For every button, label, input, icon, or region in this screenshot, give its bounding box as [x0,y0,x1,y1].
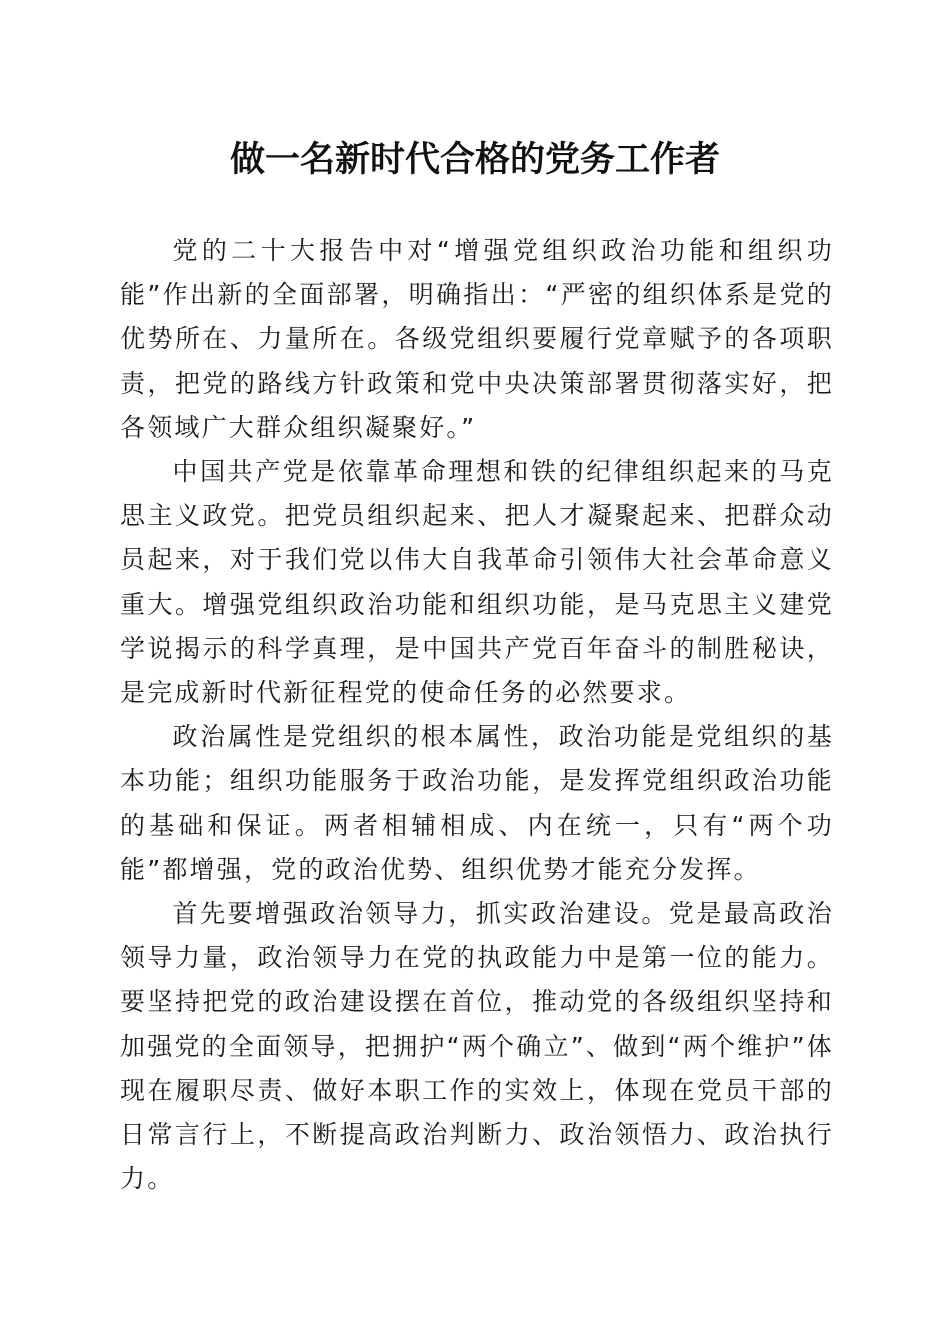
paragraph: 政治属性是党组织的根本属性，政治功能是党组织的基本功能；组织功能服务于政治功能，是发挥党组织政治功能的基础和保证。两者相辅相成、内在统一，只有“两个功能”都增强，党的政治优势、组织优势才能充分发挥。 [120,722,834,884]
paragraph: 中国共产党是依靠革命理想和铁的纪律组织起来的马克思主义政党。把党员组织起来、把人才凝聚起来、把群众动员起来，对于我们党以伟大自我革命引领伟大社会革命意义重大。增强党组织政治功能和组织功能，是马克思主义建党学说揭示的科学真理，是中国共产党百年奋斗的制胜秘诀，是完成新时代新征程党的使命任务的必然要求。 [120,457,834,708]
document-body [120,229,834,1201]
paragraph: 首先要增强政治领导力，抓实政治建设。党是最高政治领导力量，政治领导力在党的执政能力中是第一位的能力。要坚持把党的政治建设摆在首位，推动党的各级组织坚持和加强党的全面领导，把拥护“两个确立”、做到“两个维护”体现在履职尽责、做好本职工作的实效上，体现在党员干部的日常言行上，不断提高政治判断力、政治领悟力、政治执行力。 [120,899,834,1194]
paragraph: 党的二十大报告中对“增强党组织政治功能和组织功能”作出新的全面部署，明确指出：“严密的组织体系是党的优势所在、力量所在。各级党组织要履行党章赋予的各项职责，把党的路线方针政策和党中央决策部署贯彻落实好，把各领域广大群众组织凝聚好。” [120,236,834,442]
document-title: 做一名新时代合格的党务工作者 [229,139,720,180]
